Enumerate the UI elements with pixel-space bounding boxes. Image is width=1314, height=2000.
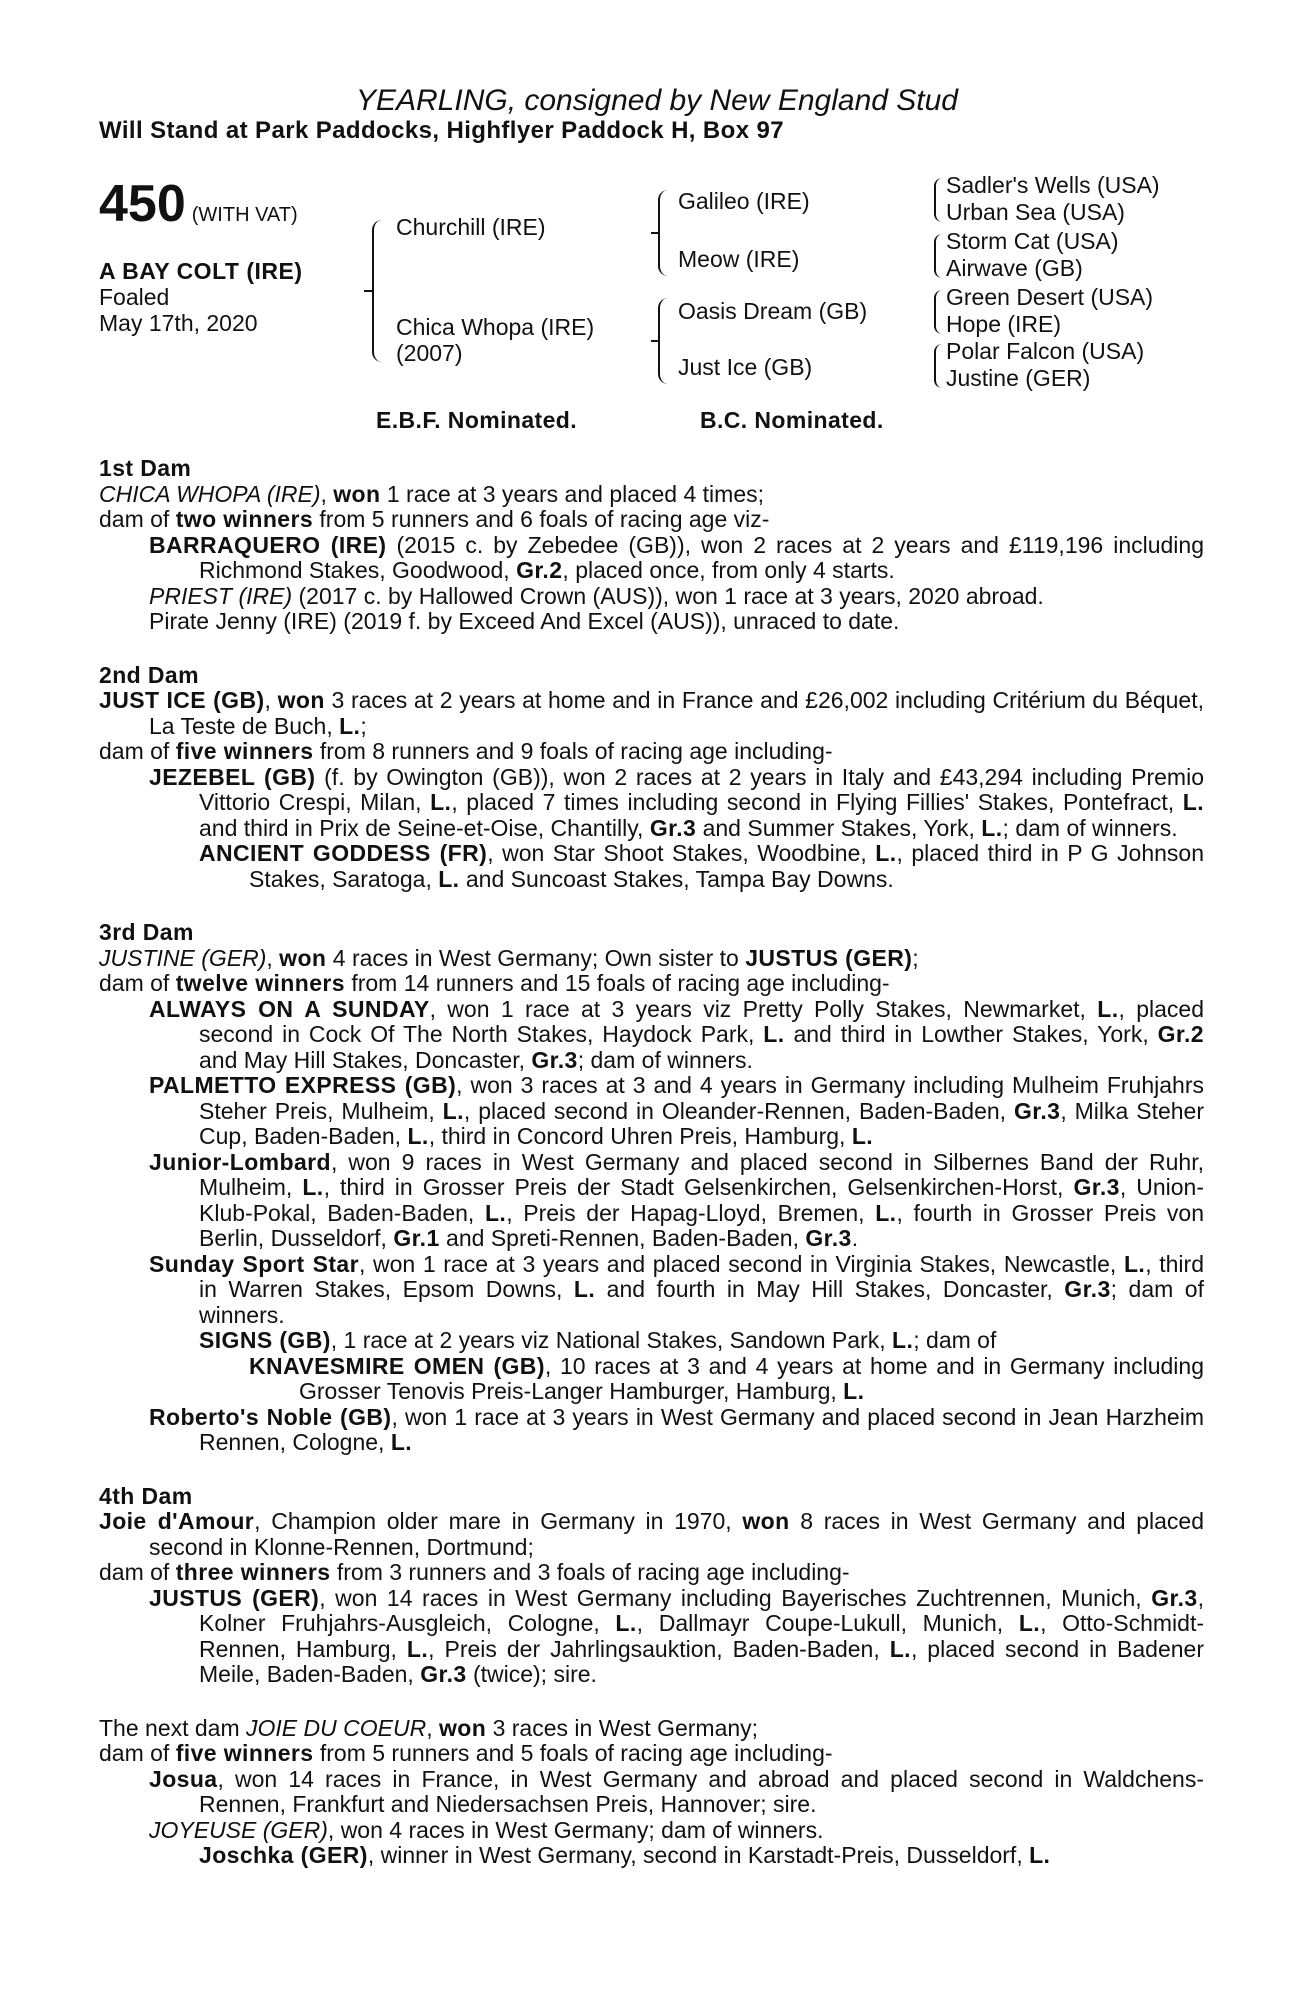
produce-entry: ALWAYS ON A SUNDAY, won 1 race at 3 years viz Pretty Polly Stakes, Newmarket, L., placed second in Cock Of The North Stakes, Haydock Park, L. and third in Lowther Stakes, York, Gr.2 and May Hill Stakes, Doncaster, Gr.3; dam of winners. (149, 995, 1204, 1073)
dam-produce-summary: dam of three winners from 3 runners and 3 foals of racing age including- (99, 1559, 850, 1585)
produce-entry: ANCIENT GODDESS (FR), won Star Shoot Stakes, Woodbine, L., placed third in P G Johnson Stakes, Saratoga, L. and Suncoast Stakes, Tampa Bay Downs. (199, 840, 1204, 892)
vat-note: (WITH VAT) (191, 204, 298, 226)
fourth-dam-section (99, 1484, 1204, 1688)
dam-produce-summary: dam of five winners from 5 runners and 5 foals of racing age including- (99, 1740, 833, 1766)
bc-nominated: B.C. Nominated. (700, 407, 884, 433)
section-heading: 1st Dam (99, 455, 192, 481)
gg-dam-2: Airwave (GB) (946, 255, 1083, 281)
dam-produce-summary: dam of twelve winners from 14 runners and 15 foals of racing age including- (99, 970, 890, 996)
dam-name: Chica Whopa (IRE) (396, 314, 595, 340)
pedigree-brace-dam-tick (651, 340, 659, 342)
dam-dam-name: Just Ice (GB) (678, 354, 813, 380)
produce-entry: BARRAQUERO (IRE) (2015 c. by Zebedee (GB)), won 2 races at 2 years and £119,196 including Richmond Stakes, Goodwood, Gr.2, placed once, from only 4 starts. (149, 531, 1205, 583)
produce-entry: Sunday Sport Star, won 1 race at 3 years and placed second in Virginia Stakes, Newcastle, L., third in Warren Stakes, Epsom Downs, L. and fourth in May Hill Stakes, Doncaster, Gr.3; dam of winners. (149, 1250, 1204, 1328)
horse-description (99, 258, 303, 336)
dam-record-line: CHICA WHOPA (IRE), won 1 race at 3 years and placed 4 times; (99, 480, 765, 507)
sire-sire-name: Galileo (IRE) (678, 188, 810, 214)
stand-location: Will Stand at Park Paddocks, Highflyer Paddock H, Box 97 (99, 117, 785, 144)
gg-sire-4: Polar Falcon (USA) (946, 338, 1145, 364)
section-heading: 4th Dam (99, 1482, 193, 1509)
dam-record-line: JUSTINE (GER), won 4 races in West Germany; Own sister to JUSTUS (GER); (99, 944, 919, 971)
dam-record-line: Joie d'Amour, Champion older mare in Germany in 1970, won 8 races in West Germany and placed second in Klonne-Rennen, Dortmund; (99, 1508, 1204, 1560)
dam-record-line: The next dam JOIE DU COEUR, won 3 races in West Germany; (99, 1714, 759, 1741)
dam-record-line: JUST ICE (GB), won 3 races at 2 years at home and in France and £26,002 including Critérium du Béquet, La Teste de Buch, L.; (99, 687, 1204, 739)
dam-year: (2007) (396, 340, 463, 366)
produce-entry: KNAVESMIRE OMEN (GB), 10 races at 3 and 4 years at home and in Germany including Grosser Tenovis Preis-Langer Hamburger, Hamburg, L. (249, 1352, 1204, 1404)
produce-entry: PRIEST (IRE) (2017 c. by Hallowed Crown (AUS)), won 1 race at 3 years, 2020 abroad. (149, 582, 1044, 609)
produce-entry: Pirate Jenny (IRE) (2019 f. by Exceed And Excel (AUS)), unraced to date. (149, 608, 900, 634)
gg-dam-1: Urban Sea (USA) (946, 199, 1125, 225)
ebf-nominated: E.B.F. Nominated. (376, 407, 578, 433)
lot-number: 450 (99, 175, 186, 233)
sire-name: Churchill (IRE) (396, 214, 546, 240)
foaled-label: Foaled (99, 284, 170, 310)
produce-entry: JEZEBEL (GB) (f. by Owington (GB)), won 2 races at 2 years in Italy and £43,294 including Premio Vittorio Crespi, Milan, L., placed 7 times including second in Flying Fillies' Stakes, Pontefract, L. and third in Prix de Seine-et-Oise, Chantilly, Gr.3 and Summer Stakes, York, L.; dam of winners. (149, 763, 1205, 841)
horse-title: A BAY COLT (IRE) (99, 258, 303, 284)
pedigree-brace-main-tick (364, 290, 372, 292)
gg-sire-1: Sadler's Wells (USA) (946, 172, 1160, 198)
third-dam-section (99, 920, 1204, 1456)
pedigree-brace-sire (658, 190, 668, 276)
produce-entry: JOYEUSE (GER), won 4 races in West Germany; dam of winners. (149, 1816, 824, 1843)
produce-entry: Junior-Lombard, won 9 races in West Germany and placed second in Silbernes Band der Ruhr, Mulheim, L., third in Grosser Preis der Stadt Gelsenkirchen, Gelsenkirchen-Horst, Gr.3, Union-Klub-Pokal, Baden-Baden, L., Preis der Hapag-Lloyd, Bremen, L., fourth in Grosser Preis von Berlin, Dusseldorf, Gr.1 and Spreti-Rennen, Baden-Baden, Gr.3. (149, 1148, 1205, 1251)
gg-dam-3: Hope (IRE) (946, 311, 1062, 337)
next-dam-section (99, 1716, 1204, 1869)
produce-entry: Josua, won 14 races in France, in West Germany and abroad and placed second in Waldchens-Rennen, Frankfurt and Niedersachsen Preis, Hannover; sire. (149, 1765, 1204, 1817)
gg-sire-2: Storm Cat (USA) (946, 228, 1119, 254)
dam-produce-summary: dam of five winners from 8 runners and 9 foals of racing age including- (99, 738, 833, 764)
produce-entry: PALMETTO EXPRESS (GB), won 3 races at 3 and 4 years in Germany including Mulheim Fruhjahrs Steher Preis, Mulheim, L., placed second in Oleander-Rennen, Baden-Baden, Gr.3, Milka Steher Cup, Baden-Baden, L., third in Concord Uhren Preis, Hamburg, L. (149, 1072, 1205, 1149)
pedigree-brace-gg4 (934, 344, 942, 388)
gg-sire-3: Green Desert (USA) (946, 284, 1154, 310)
second-dam-section (99, 663, 1204, 893)
pedigree-brace-gg3 (934, 290, 942, 334)
first-dam-section (99, 456, 1204, 635)
pedigree-brace-dam (658, 298, 668, 384)
produce-entry: Joschka (GER), winner in West Germany, second in Karstadt-Preis, Dusseldorf, L. (199, 1842, 1051, 1868)
pedigree-brace-main (372, 220, 384, 362)
pedigree-brace-gg2 (934, 234, 942, 278)
produce-record (99, 456, 1204, 1869)
gg-dam-4: Justine (GER) (946, 365, 1091, 391)
pedigree-brace-sire-tick (651, 232, 659, 234)
lot-number-block (99, 176, 298, 232)
dam-produce-summary: dam of two winners from 5 runners and 6 foals of racing age viz- (99, 506, 770, 532)
pedigree-brace-gg1 (934, 178, 942, 222)
produce-entry: SIGNS (GB), 1 race at 2 years viz National Stakes, Sandown Park, L.; dam of (199, 1327, 997, 1353)
consignor-title: YEARLING, consigned by New England Stud (355, 84, 958, 117)
section-heading: 2nd Dam (99, 661, 199, 688)
foaled-date: May 17th, 2020 (99, 310, 258, 336)
produce-entry: Roberto's Noble (GB), won 1 race at 3 years in West Germany and placed second in Jean Harzheim Rennen, Cologne, L. (149, 1403, 1204, 1455)
section-heading: 3rd Dam (99, 919, 194, 945)
sire-dam-name: Meow (IRE) (678, 246, 800, 272)
dam-sire-name: Oasis Dream (GB) (678, 298, 868, 324)
produce-entry: JUSTUS (GER), won 14 races in West Germany including Bayerisches Zuchtrennen, Munich, Gr.3, Kolner Fruhjahrs-Ausgleich, Cologne, L., Dallmayr Coupe-Lukull, Munich, L., Otto-Schmidt-Rennen, Hamburg, L., Preis der Jahrlingsauktion, Baden-Baden, L., placed second in Badener Meile, Baden-Baden, Gr.3 (twice); sire. (149, 1584, 1204, 1687)
